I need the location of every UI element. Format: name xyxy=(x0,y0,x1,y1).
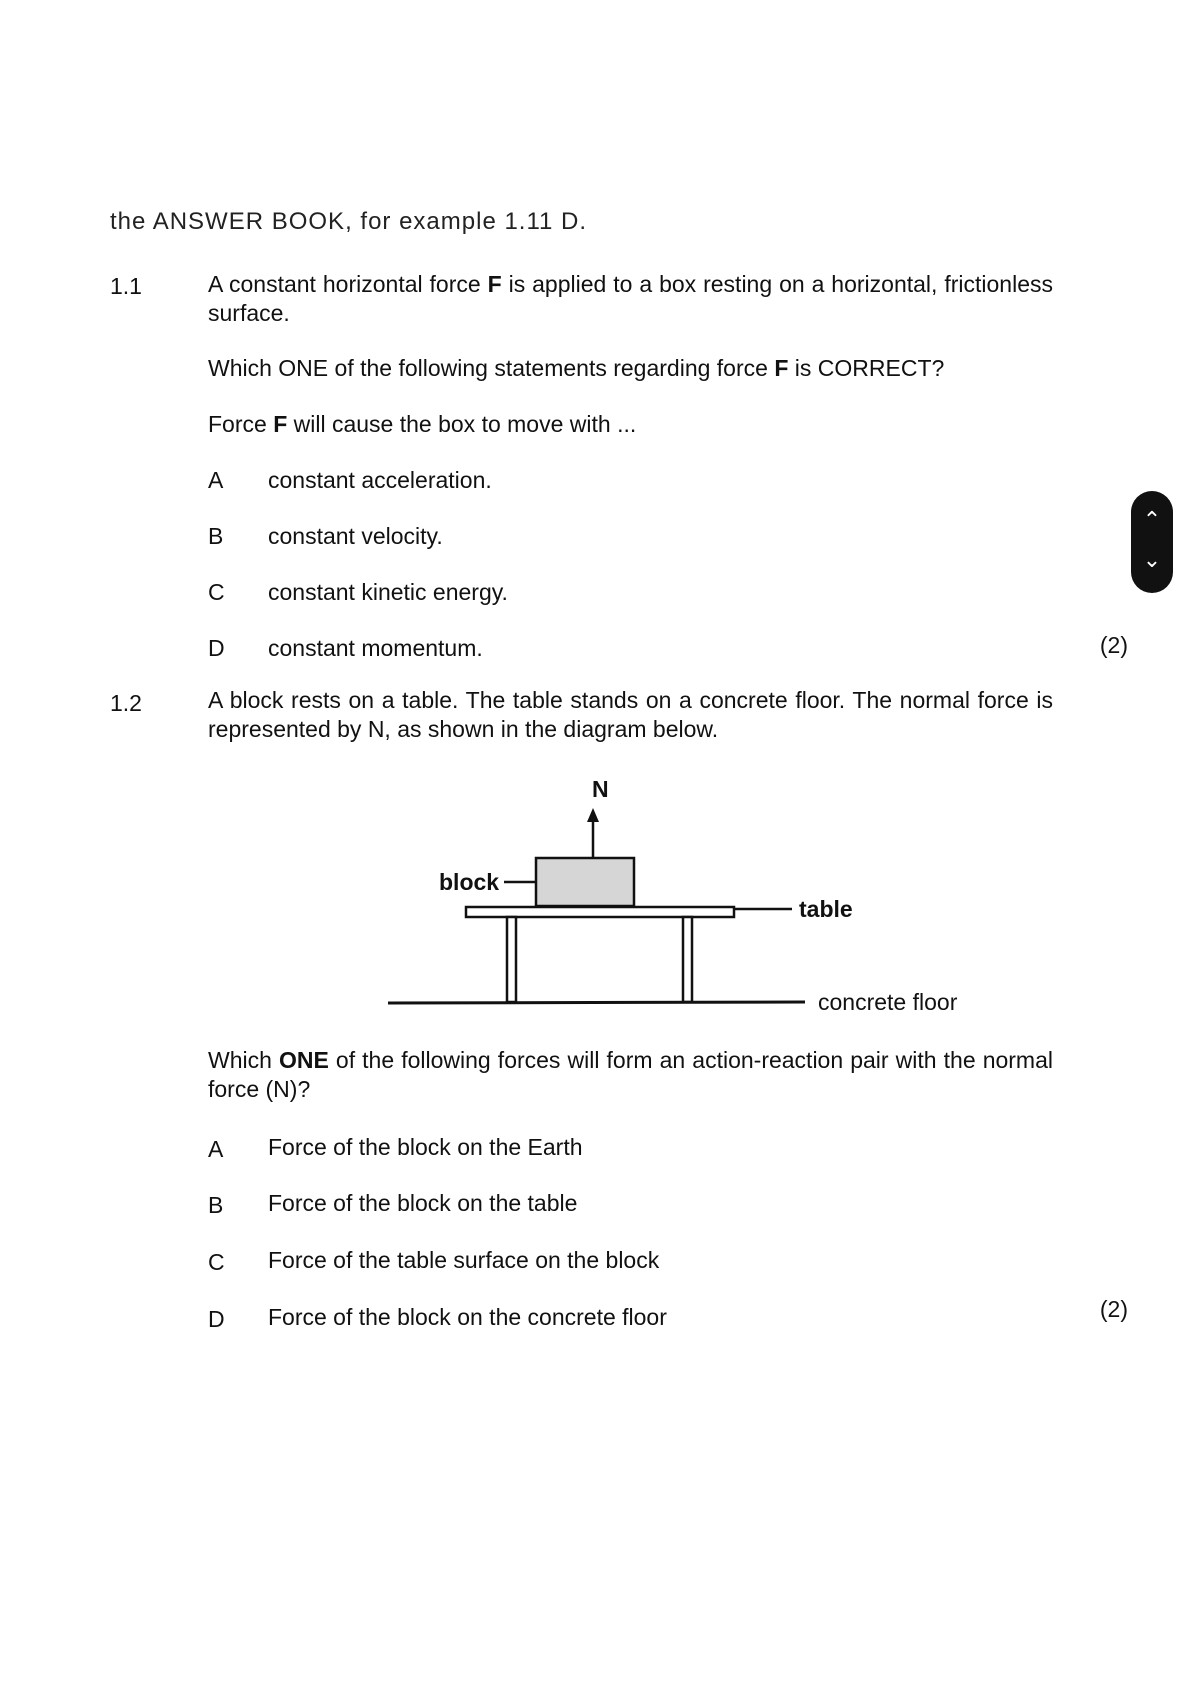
arrow-head xyxy=(587,808,599,822)
question-number: 1.2 xyxy=(110,690,142,716)
block-label: block xyxy=(439,869,500,895)
marks-allocation: (2) xyxy=(1099,632,1128,658)
normal-force-label: N xyxy=(592,776,609,802)
option-text: Force of the block on the Earth xyxy=(268,1134,583,1160)
table-label: table xyxy=(799,896,853,922)
option-letter: D xyxy=(208,1306,225,1332)
option-text: constant momentum. xyxy=(268,635,483,661)
marks-allocation: (2) xyxy=(1099,1296,1128,1322)
question-stem: A block rests on a table. The table stands on a concrete floor. The normal force is represented by N, as shown in the diagram below. xyxy=(208,687,1053,742)
option-text: constant acceleration. xyxy=(268,467,492,493)
table-top xyxy=(466,907,734,917)
option-text: constant velocity. xyxy=(268,523,443,549)
option-letter: B xyxy=(208,1192,224,1218)
option-letter: B xyxy=(208,523,224,549)
question-lead: Force F will cause the box to move with ... xyxy=(208,411,637,437)
question-stem: A constant horizontal force F is applied to a box resting on a horizontal, frictionless surface. xyxy=(208,271,1053,326)
block xyxy=(536,858,634,906)
option-text: Force of the table surface on the block xyxy=(268,1247,660,1273)
force-diagram xyxy=(380,770,980,1030)
table-leg xyxy=(507,917,516,1002)
chevron-up-icon[interactable]: ⌃ xyxy=(1142,507,1162,532)
page-scroll-control xyxy=(1131,491,1173,593)
concrete-floor-line xyxy=(388,1002,805,1003)
option-letter: C xyxy=(208,1249,225,1275)
option-letter: C xyxy=(208,579,225,605)
option-letter: A xyxy=(208,467,224,493)
option-text: Force of the block on the concrete floor xyxy=(268,1304,667,1330)
option-text: constant kinetic energy. xyxy=(268,579,508,605)
option-letter: A xyxy=(208,1136,224,1162)
chevron-down-icon[interactable]: ⌄ xyxy=(1142,547,1162,572)
question-prompt: Which ONE of the following statements regarding force F is CORRECT? xyxy=(208,355,945,381)
cutoff-instruction-line: the ANSWER BOOK, for example 1.11 D. xyxy=(110,208,588,235)
table-leg xyxy=(683,917,692,1002)
question-prompt: Which ONE of the following forces will form an action-reaction pair with the normal force (N)? xyxy=(208,1047,1053,1102)
floor-label: concrete floor xyxy=(818,989,958,1015)
option-letter: D xyxy=(208,635,225,661)
option-text: Force of the block on the table xyxy=(268,1190,578,1216)
question-number: 1.1 xyxy=(110,273,142,299)
